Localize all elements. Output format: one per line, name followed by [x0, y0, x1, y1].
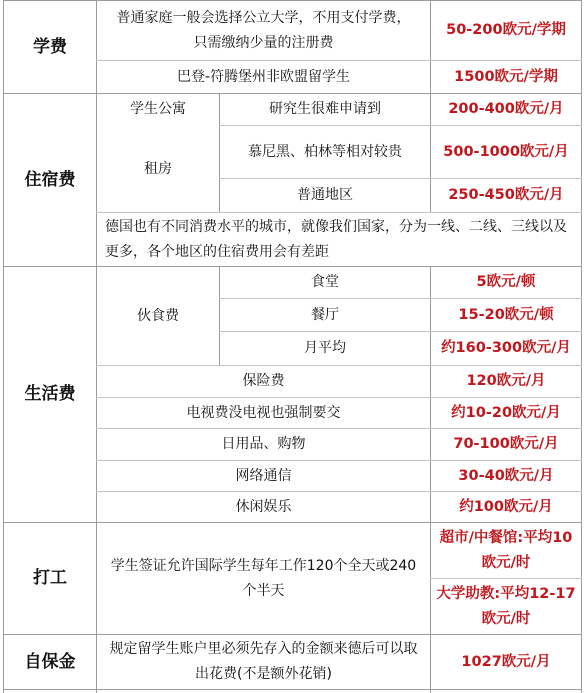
living-insurance-label: 保险费: [242, 373, 285, 389]
housing-rent-city-desc: 慕尼黑、柏林等相对较贵: [248, 143, 402, 160]
living-monthly-label: 月平均: [304, 340, 346, 356]
category-housing: 住宿费: [24, 169, 76, 190]
housing-rent-city-price: 500-1000欧元/月: [443, 143, 569, 160]
housing-rent-normal-price: 250-450欧元/月: [448, 187, 564, 203]
tuition-bw-price: 1500欧元/学期: [454, 68, 558, 85]
category-work: 打工: [33, 568, 67, 588]
category-tuition: 学费: [33, 36, 67, 57]
work-desc: 学生签证允许国际学生每年工作120个全天或240个半天: [110, 557, 417, 599]
living-leisure-price: 约100欧元/月: [459, 498, 553, 515]
work-price-supermarket: 超市/中餐馆:平均10欧元/时: [439, 529, 573, 571]
housing-note: 德国也有不同消费水平的城市，就像我们国家，分为一线、二线、三线以及更多，各个地区的住宿费用会有差距: [105, 218, 567, 260]
living-canteen-price: 5欧元/顿: [476, 274, 536, 290]
housing-dorm-desc: 研究生很难申请到: [269, 101, 381, 117]
housing-rent-label: 租房: [144, 160, 172, 177]
housing-rent-normal-desc: 普通地区: [297, 187, 353, 203]
living-tv-price: 约10-20欧元/月: [451, 404, 561, 421]
deposit-desc: 规定留学生账户里必须先存入的金额来德后可以取出花费(不是额外花销): [109, 641, 418, 682]
living-food-label: 伙食费: [137, 307, 179, 324]
living-tv-label: 电视费没电视也强制要交: [186, 404, 341, 421]
housing-dorm-label: 学生公寓: [130, 101, 186, 117]
work-price-assistant: 大学助教:平均12-17欧元/时: [436, 585, 576, 627]
tuition-public-price: 50-200欧元/学期: [446, 22, 566, 38]
living-network-price: 30-40欧元/月: [458, 467, 554, 484]
living-canteen-label: 食堂: [311, 274, 339, 290]
category-living: 生活费: [24, 384, 76, 404]
living-daily-label: 日用品、购物: [221, 436, 306, 452]
living-leisure-label: 休闲娱乐: [235, 498, 292, 515]
tuition-public-desc: 普通家庭一般会选择公立大学，不用支付学费，只需缴纳少量的注册费: [116, 9, 411, 51]
living-daily-price: 70-100欧元/月: [453, 436, 559, 452]
living-network-label: 网络通信: [235, 467, 292, 484]
living-insurance-price: 120欧元/月: [466, 373, 546, 389]
living-monthly-price: 约160-300欧元/月: [441, 340, 571, 356]
tuition-bw-desc: 巴登-符腾堡州非欧盟留学生: [176, 68, 351, 85]
deposit-price: 1027欧元/月: [461, 653, 551, 670]
living-restaurant-label: 餐厅: [311, 306, 339, 323]
living-restaurant-price: 15-20欧元/顿: [458, 306, 554, 323]
category-deposit: 自保金: [24, 651, 76, 672]
housing-dorm-price: 200-400欧元/月: [448, 101, 564, 117]
